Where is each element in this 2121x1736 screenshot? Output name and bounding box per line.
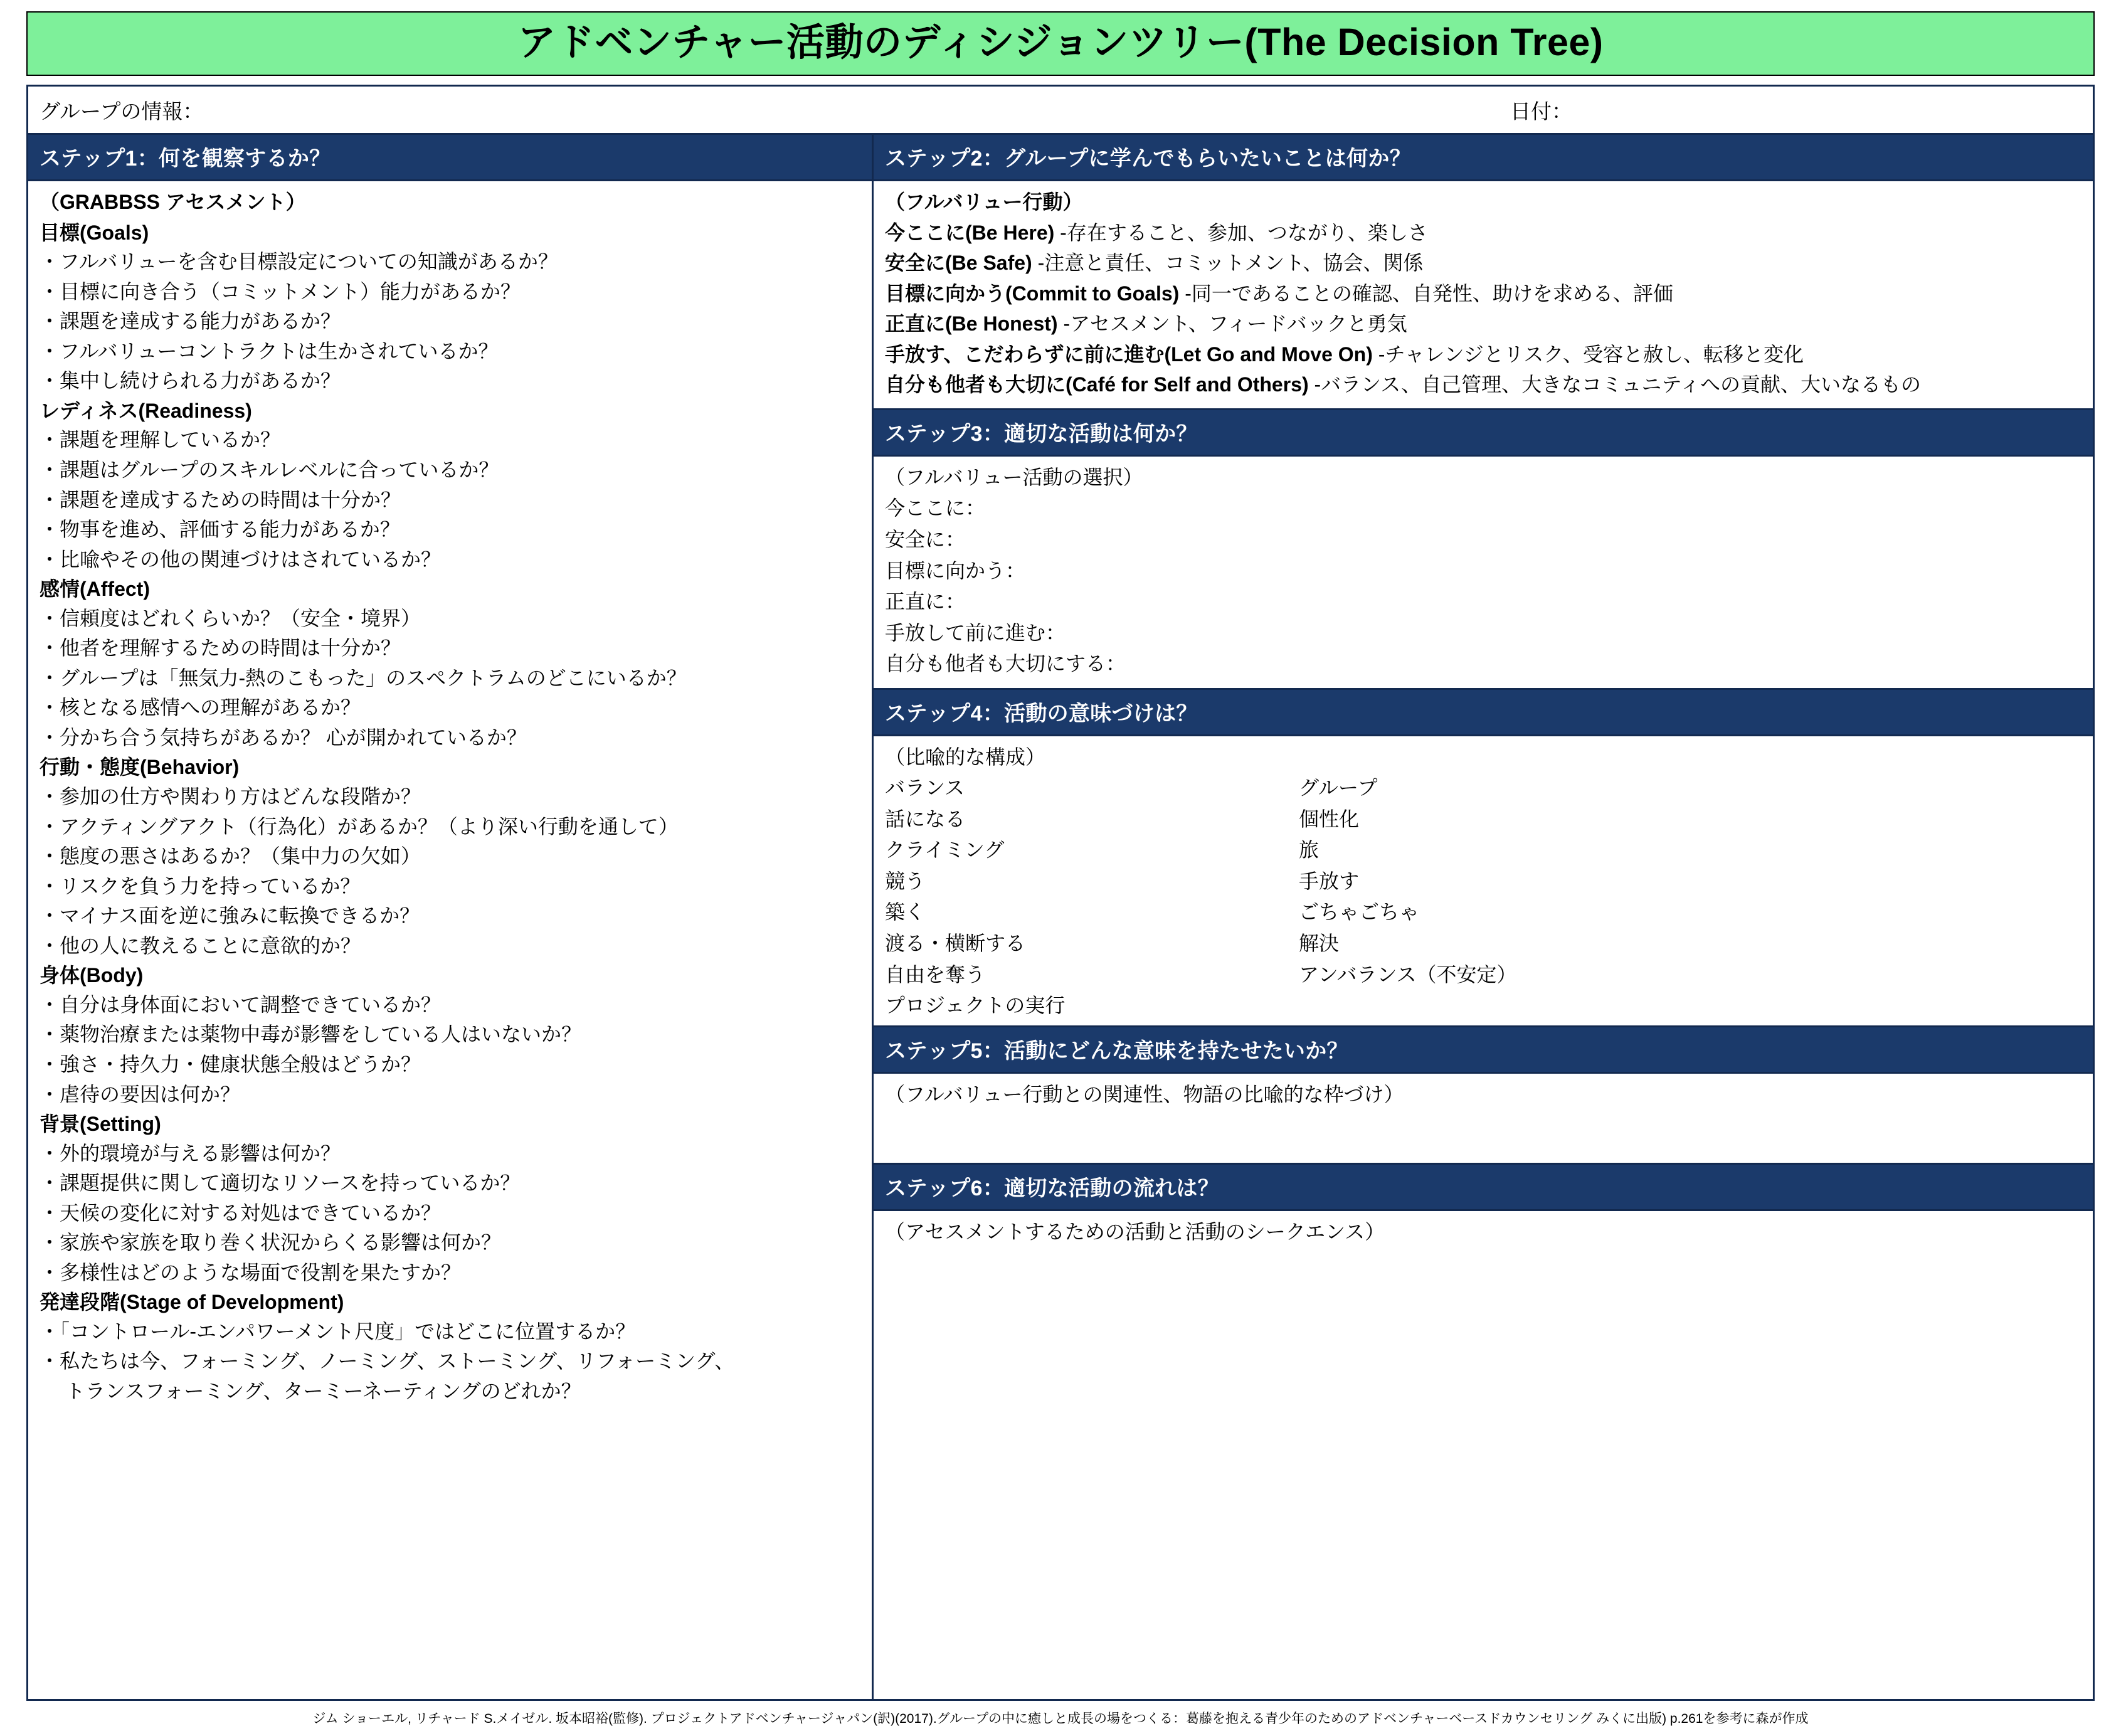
step2-item-desc: -注意と責任、コミットメント、協会、関係: [1032, 251, 1424, 275]
step4-metaphor-grid: [885, 775, 2083, 1019]
step3-item: 手放して前に進む：: [885, 621, 1066, 644]
step1-goals-item: ・フルバリューコントラクトは生かされているか？: [40, 339, 499, 363]
step3-item: 自分も他者も大切にする：: [885, 652, 1126, 675]
step1-section-body-heading: 身体(Body): [40, 964, 144, 987]
step1-body-item: ・自分は身体面において調整できているか？: [40, 993, 442, 1016]
step4-metaphor-right: ごちゃごちゃ: [1299, 901, 1420, 924]
step4-metaphor-right: 手放す: [1299, 869, 1360, 892]
step2-item-term: 手放す、こだわらずに前に進む(Let Go and Move On): [885, 342, 1373, 366]
step4-metaphor-left: 築く: [885, 901, 926, 924]
step4-metaphor-left: 渡る・横断する: [885, 932, 1026, 955]
step1-affect-item: ・グループは「無気力-熱のこもった」のスペクトラムのどこにいるか？: [40, 666, 687, 689]
step1-body-item: ・強さ・持久力・健康状態全般はどうか？: [40, 1052, 421, 1076]
step1-section-setting-heading: 背景(Setting): [40, 1113, 161, 1136]
step3-item: 目標に向かう：: [885, 559, 1026, 582]
step5-body: [874, 1074, 2093, 1163]
step1-behavior-item: ・態度の悪さはあるか？（集中力の欠如）: [40, 845, 421, 868]
step1-intro: （GRABBSS アセスメント）: [40, 191, 306, 214]
date-label: 日付：: [1510, 99, 1572, 123]
step1-behavior-item: ・参加の仕方や関わり方はどんな段階か？: [40, 785, 421, 808]
right-column: [874, 135, 2093, 1699]
step1-setting-item: ・課題提供に関して適切なリソースを持っているか？: [40, 1172, 521, 1195]
step1-affect-item: ・核となる感情への理解があるか？: [40, 696, 361, 719]
left-column: [28, 135, 874, 1699]
step2-item: [885, 250, 2083, 277]
footer-citation: ジム ショーエル, リチャード S.メイゼル. 坂本昭裕(監修). プロジェクトアドベンチャージャパン(訳)(2017).グループの中に癒しと成長の場をつくる：葛藤を抱える青少年のためのアドベンチャーベースドカウンセリング みくに出版) p.261を参考に森が作成: [312, 1712, 1809, 1726]
step1-section-stage-heading: 発達段階(Stage of Development): [40, 1291, 344, 1314]
step4-metaphor-left: 自由を奪う: [885, 963, 986, 986]
step4-metaphor-right: グループ: [1299, 776, 1378, 800]
step2-item: [885, 220, 2083, 246]
step1-readiness-item: ・課題を達成するための時間は十分か？: [40, 488, 401, 511]
step4-metaphor-right: 旅: [1299, 839, 1320, 862]
step4-body: [874, 736, 2093, 1025]
step4-header: ステップ4：活動の意味づけは？: [874, 688, 2093, 736]
step6-intro: （アセスメントするための活動と活動のシークエンス）: [885, 1220, 1385, 1243]
step4-metaphor-right: [1299, 992, 2083, 1019]
step5-intro: （フルバリュー行動との関連性、物語の比喩的な枠づけ）: [885, 1082, 1404, 1106]
step1-goals-item: ・課題を達成する能力があるか？: [40, 310, 341, 333]
step1-section-behavior-heading: 行動・態度(Behavior): [40, 756, 240, 779]
step2-item-term: 安全に(Be Safe): [885, 251, 1032, 275]
step6-body: [874, 1211, 2093, 1699]
step3-item: 正直に：: [885, 590, 966, 613]
step2-item-desc: -バランス、自己管理、大きなコミュニティへの貢献、大いなるもの: [1308, 373, 1921, 396]
step1-goals-item: ・集中し続けられる力があるか？: [40, 369, 341, 393]
step6-header: ステップ6：適切な活動の流れは？: [874, 1163, 2093, 1211]
step1-readiness-item: ・課題はグループのスキルレベルに合っているか？: [40, 458, 499, 482]
step4-metaphor-right: 解決: [1299, 932, 1340, 955]
step3-intro: （フルバリュー活動の選択）: [885, 465, 1143, 489]
step1-section-affect-heading: 感情(Affect): [40, 578, 150, 601]
step1-affect-item: ・分かち合う気持ちがあるか？ 心が開かれているか？: [40, 726, 527, 749]
step1-behavior-item: ・リスクを負う力を持っているか？: [40, 874, 361, 897]
step1-readiness-item: ・物事を進め、評価する能力があるか？: [40, 518, 400, 541]
step2-item: [885, 341, 2083, 368]
step2-item-desc: -チャレンジとリスク、受容と赦し、転移と変化: [1372, 342, 1804, 366]
step2-item: [885, 310, 2083, 337]
step3-item: 安全に：: [885, 528, 966, 551]
step2-item-desc: -アセスメント、フィードバックと勇気: [1057, 312, 1407, 336]
step1-readiness-item: ・課題を理解しているか？: [40, 428, 281, 452]
step5-header: ステップ5：活動にどんな意味を持たせたいか？: [874, 1025, 2093, 1074]
step1-affect-item: ・信頼度はどれくらいか？（安全・境界）: [40, 606, 421, 630]
step4-metaphor-right: アンバランス（不安定）: [1299, 963, 1517, 986]
title-bar: [26, 11, 2095, 76]
step2-item: [885, 371, 2083, 398]
step1-section-readiness-heading: レディネス(Readiness): [40, 399, 252, 422]
step1-goals-item: ・フルバリューを含む目標設定についての知識があるか？: [40, 250, 558, 273]
step1-setting-item: ・多様性はどのような場面で役割を果たすか？: [40, 1261, 462, 1284]
step2-item-desc: -同一であることの確認、自発性、助けを求める、評価: [1179, 282, 1673, 305]
step3-body: [874, 457, 2093, 688]
step3-header: ステップ3：適切な活動は何か？: [874, 408, 2093, 457]
step1-setting-item: ・天候の変化に対する対処はできているか？: [40, 1201, 442, 1224]
step4-metaphor-right: 個性化: [1299, 807, 1360, 830]
step1-behavior-item: ・他の人に教えることに意欲的か？: [40, 934, 361, 957]
step2-item-term: 自分も他者も大切に(Café for Self and Others): [885, 373, 1309, 396]
step1-section-goals-heading: 目標(Goals): [40, 221, 149, 244]
step2-item-term: 目標に向かう(Commit to Goals): [885, 282, 1180, 305]
step1-body: [28, 181, 872, 1699]
worksheet-frame: [26, 85, 2095, 1701]
step4-metaphor-left: 競う: [885, 869, 926, 892]
step4-metaphor-left: クライミング: [885, 839, 1005, 862]
step1-affect-item: ・他者を理解するための時間は十分か？: [40, 637, 401, 660]
step4-metaphor-left: プロジェクトの実行: [885, 994, 1066, 1017]
info-row: [28, 87, 2093, 135]
columns: [28, 135, 2093, 1699]
step2-item-term: 正直に(Be Honest): [885, 312, 1058, 336]
step3-item: 今ここに：: [885, 497, 986, 520]
step1-header: ステップ1：何を観察するか？: [28, 135, 872, 181]
step1-goals-item: ・目標に向き合う（コミットメント）能力があるか？: [40, 280, 521, 303]
step1-readiness-item: ・比喩やその他の関連づけはされているか？: [40, 548, 442, 571]
step2-item: [885, 280, 2083, 307]
step2-intro: （フルバリュー行動）: [885, 191, 1083, 214]
step4-metaphor-left: バランス: [885, 776, 965, 800]
step2-body: [874, 181, 2093, 408]
step2-item-term: 今ここに(Be Here): [885, 221, 1055, 244]
step1-stage-item: ・「コントロール-エンパワーメント尺度」ではどこに位置するか？: [40, 1320, 636, 1343]
step1-behavior-item: ・マイナス面を逆に強みに転換できるか？: [40, 904, 420, 928]
page-title: アドベンチャー活動のディシジョンツリー(The Decision Tree): [517, 21, 1604, 63]
step1-behavior-item: ・アクティングアクト（行為化）があるか？（より深い行動を通して）: [40, 815, 679, 838]
step2-header: ステップ2：グループに学んでもらいたいことは何か？: [874, 135, 2093, 181]
step2-item-desc: -存在すること、参加、つながり、楽しさ: [1054, 221, 1428, 244]
step1-stage-item: トランスフォーミング、ターミーネーティングのどれか？: [40, 1379, 581, 1402]
step4-metaphor-left: 話になる: [885, 807, 966, 830]
step1-body-item: ・虐待の要因は何か？: [40, 1082, 241, 1106]
group-info-label: グループの情報：: [40, 99, 204, 123]
step1-body-item: ・薬物治療または薬物中毒が影響をしている人はいないか？: [40, 1023, 582, 1046]
step4-intro: （比喩的な構成）: [885, 745, 1046, 768]
step1-setting-item: ・家族や家族を取り巻く状況からくる影響は何か？: [40, 1231, 502, 1254]
step1-setting-item: ・外的環境が与える影響は何か？: [40, 1141, 341, 1165]
step1-stage-item: ・私たちは今、フォーミング、ノーミング、ストーミング、リフォーミング、: [40, 1350, 735, 1373]
